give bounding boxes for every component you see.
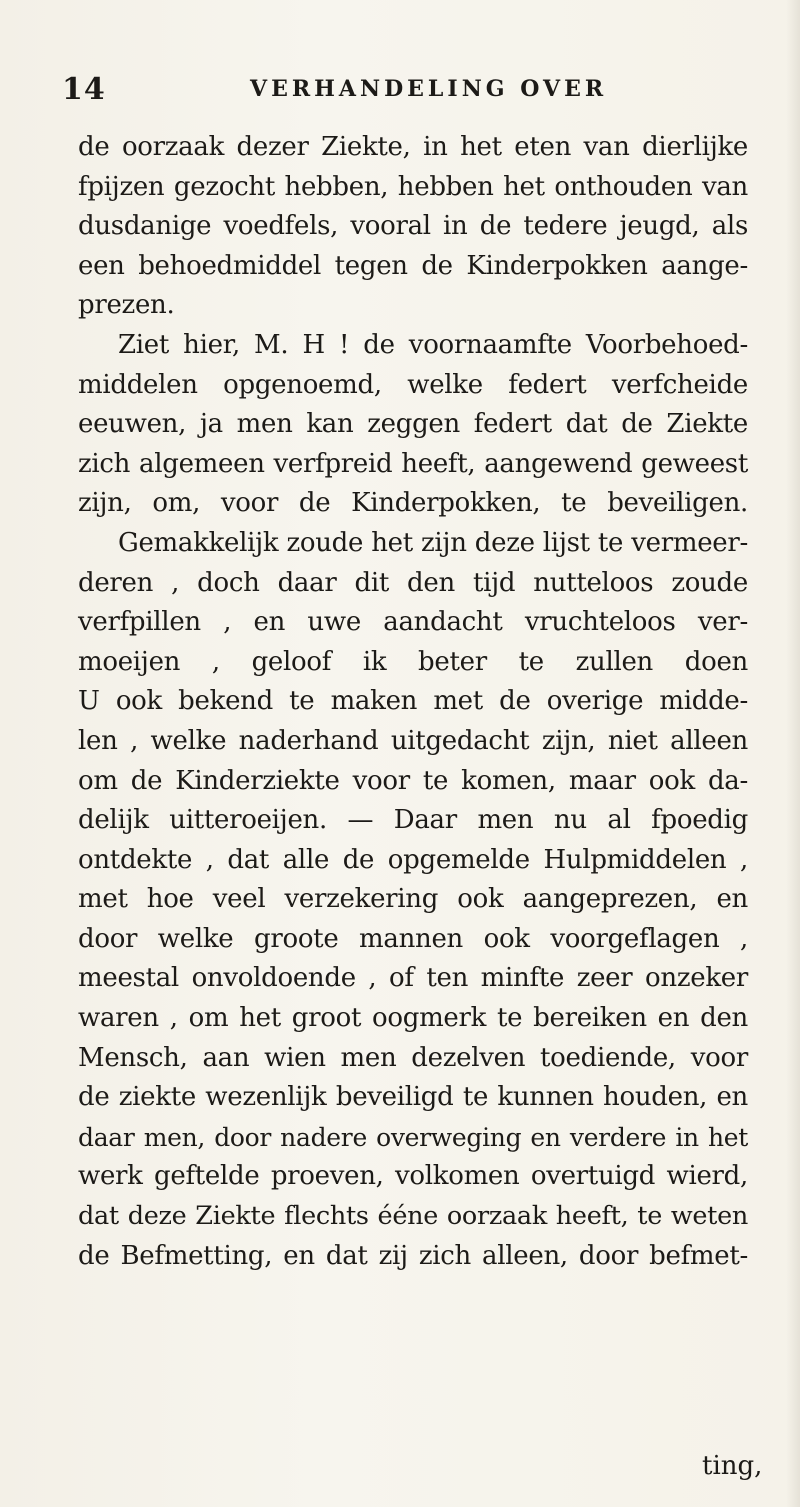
text-line: Mensch, aan wien men dezelven toediende, voor: [78, 1042, 748, 1073]
text-line: zijn, om, voor de Kinderpokken, te beveiligen.: [78, 488, 748, 519]
text-line: Ziet hier, M. H ! de voornaamfte Voorbehoed-: [118, 329, 748, 360]
text-line: dat deze Ziekte flechts ééne oorzaak heeft, te weten: [78, 1201, 748, 1232]
text-line: een behoedmiddel tegen de Kinderpokken aange-: [78, 250, 748, 281]
text-line: ontdekte , dat alle de opgemelde Hulpmiddelen ,: [78, 844, 748, 875]
text-line: dusdanige voedfels, vooral in de tedere jeugd, als: [78, 211, 748, 242]
text-line: delijk uitteroeijen. — Daar men nu al fpoedig: [78, 805, 748, 836]
text-line: werk geftelde proeven, volkomen overtuigd wierd,: [78, 1161, 748, 1192]
text-line: door welke groote mannen ook voorgeflagen ,: [78, 923, 748, 954]
page-edge-shadow: [786, 0, 800, 1507]
text-line: de oorzaak dezer Ziekte, in het eten van dierlijke: [78, 132, 748, 162]
text-line: de ziekte wezenlijk beveiligd te kunnen houden, en: [78, 1082, 748, 1113]
text-line: de Befmetting, en dat zij zich alleen, door befmet-: [78, 1240, 748, 1271]
text-line: deren , doch daar dit den tijd nutteloos zoude: [78, 567, 748, 598]
text-line: meestal onvoldoende , of ten minfte zeer onzeker: [78, 963, 748, 994]
text-line: len , welke naderhand uitgedacht zijn, niet alleen: [78, 725, 748, 756]
page-number: 14: [62, 72, 106, 107]
text-line: middelen opgenoemd, welke federt verfcheide: [78, 369, 748, 400]
page-header: [62, 62, 762, 110]
text-line: zich algemeen verfpreid heeft, aangewend geweest: [78, 448, 748, 479]
text-line: moeijen , geloof ik beter te zullen doen: [78, 646, 748, 677]
text-line: eeuwen, ja men kan zeggen federt dat de Ziekte: [78, 409, 748, 440]
text-line: waren , om het groot oogmerk te bereiken en den: [78, 1003, 748, 1034]
catchword: ting,: [702, 1451, 763, 1481]
text-line: U ook bekend te maken met de overige midde-: [78, 686, 748, 717]
text-line: Gemakkelijk zoude het zijn deze lijst te vermeer-: [118, 527, 748, 558]
text-line: fpijzen gezocht hebben, hebben het onthouden van: [78, 171, 748, 202]
running-head: VERHANDELING OVER: [250, 76, 608, 102]
text-line: met hoe veel verzekering ook aangeprezen, en: [78, 884, 748, 915]
text-line: prezen.: [78, 290, 175, 321]
body-text: [78, 128, 748, 1276]
text-line: om de Kinderziekte voor te komen, maar ook da-: [78, 765, 748, 796]
text-line: daar men, door nadere overweging en verdere in het: [78, 1122, 748, 1152]
text-line: verfpillen , en uwe aandacht vruchteloos ver-: [78, 607, 748, 638]
